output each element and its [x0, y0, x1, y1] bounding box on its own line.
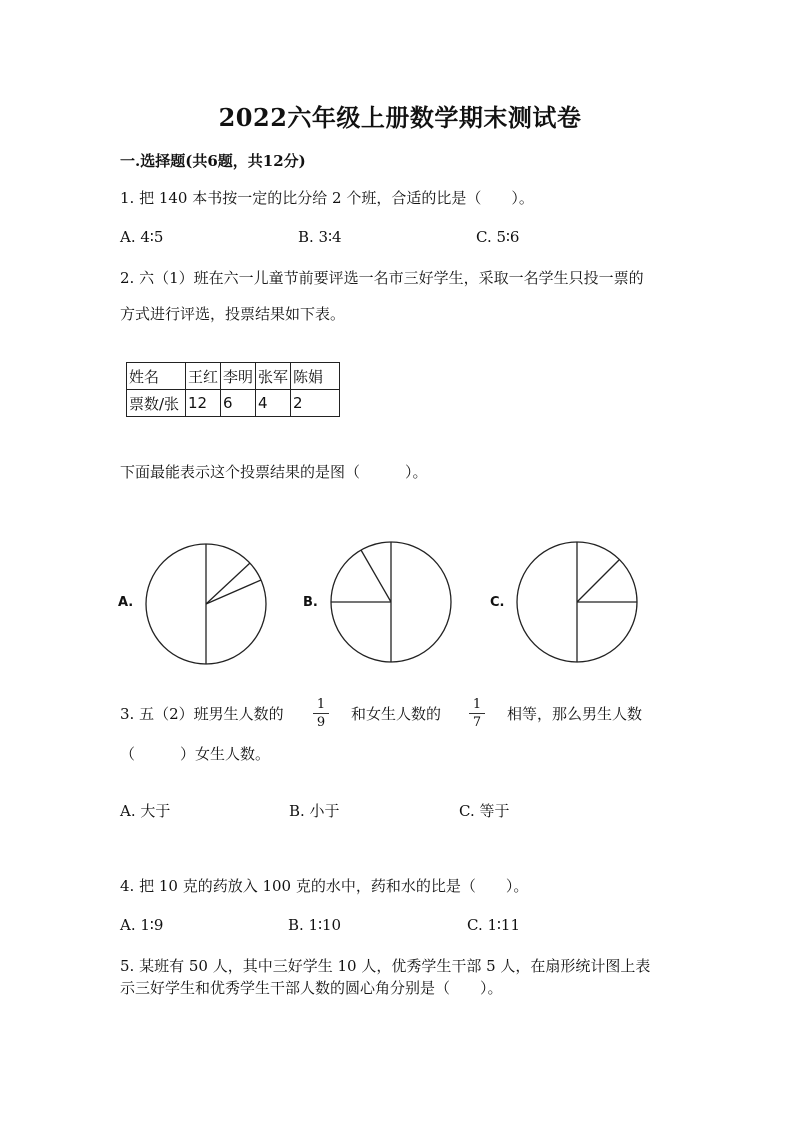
fraction-bar — [469, 713, 485, 714]
table-cell: 李明 — [221, 363, 256, 390]
pie-b-label: B. — [303, 595, 318, 610]
fraction-one-seventh — [469, 697, 485, 730]
fraction-numerator: 1 — [472, 697, 482, 712]
fraction-one-ninth — [313, 697, 329, 730]
question-1-option-b: B. 3∶4 — [298, 228, 342, 246]
question-2-line-2: 方式进行评选，投票结果如下表。 — [120, 305, 346, 323]
question-5-line-1: 5. 某班有 50 人，其中三好学生 10 人，优秀学生干部 5 人，在扇形统计图上表 — [120, 957, 651, 975]
table-cell: 陈娟 — [291, 363, 340, 390]
question-4-option-a: A. 1∶9 — [120, 916, 164, 934]
table-cell: 票数/张 — [127, 390, 186, 417]
question-2-line-1: 2. 六（1）班在六一儿童节前要评选一名市三好学生，采取一名学生只投一票的 — [120, 269, 644, 287]
pie-a-label: A. — [118, 595, 134, 610]
fraction-bar — [313, 713, 329, 714]
question-1-text: 1. 把 140 本书按一定的比分给 2 个班，合适的比是（ ）。 — [120, 189, 534, 207]
vote-table-header-row — [127, 363, 340, 390]
question-3-option-c: C. 等于 — [459, 802, 510, 820]
table-cell: 6 — [221, 390, 256, 417]
pie-chart-c — [515, 540, 639, 664]
table-cell: 12 — [186, 390, 221, 417]
table-cell: 张军 — [256, 363, 291, 390]
pie-chart-a — [144, 542, 268, 666]
page-title: 2022六年级上册数学期末测试卷 — [218, 103, 582, 132]
question-5-line-2: 示三好学生和优秀学生干部人数的圆心角分别是（ ）。 — [120, 979, 503, 997]
pie-chart-b — [329, 540, 453, 664]
question-2-prompt: 下面最能表示这个投票结果的是图（ ）。 — [120, 463, 428, 481]
table-cell: 2 — [291, 390, 340, 417]
section-heading: 一.选择题(共6题，共12分) — [120, 152, 306, 170]
table-cell: 王红 — [186, 363, 221, 390]
fraction-numerator: 1 — [316, 697, 326, 712]
question-1-option-a: A. 4∶5 — [120, 228, 164, 246]
pie-c-label: C. — [490, 595, 505, 610]
question-4-text: 4. 把 10 克的药放入 100 克的水中，药和水的比是（ ）。 — [120, 877, 529, 895]
question-4-option-b: B. 1∶10 — [288, 916, 342, 934]
question-1-option-c: C. 5∶6 — [476, 228, 520, 246]
vote-table-data-row — [127, 390, 340, 417]
table-cell: 4 — [256, 390, 291, 417]
vote-table — [126, 362, 340, 417]
fraction-denominator: 7 — [472, 715, 482, 730]
question-3-option-b: B. 小于 — [289, 802, 340, 820]
question-3-option-a: A. 大于 — [120, 802, 171, 820]
question-4-option-c: C. 1∶11 — [467, 916, 521, 934]
question-3-part-3: 相等，那么男生人数 — [507, 705, 643, 723]
question-3-line-2: （ ）女生人数。 — [120, 745, 271, 763]
fraction-denominator: 9 — [316, 715, 326, 730]
question-3-part-1: 3. 五（2）班男生人数的 — [120, 705, 284, 723]
table-cell: 姓名 — [127, 363, 186, 390]
question-3-part-2: 和女生人数的 — [351, 705, 442, 723]
